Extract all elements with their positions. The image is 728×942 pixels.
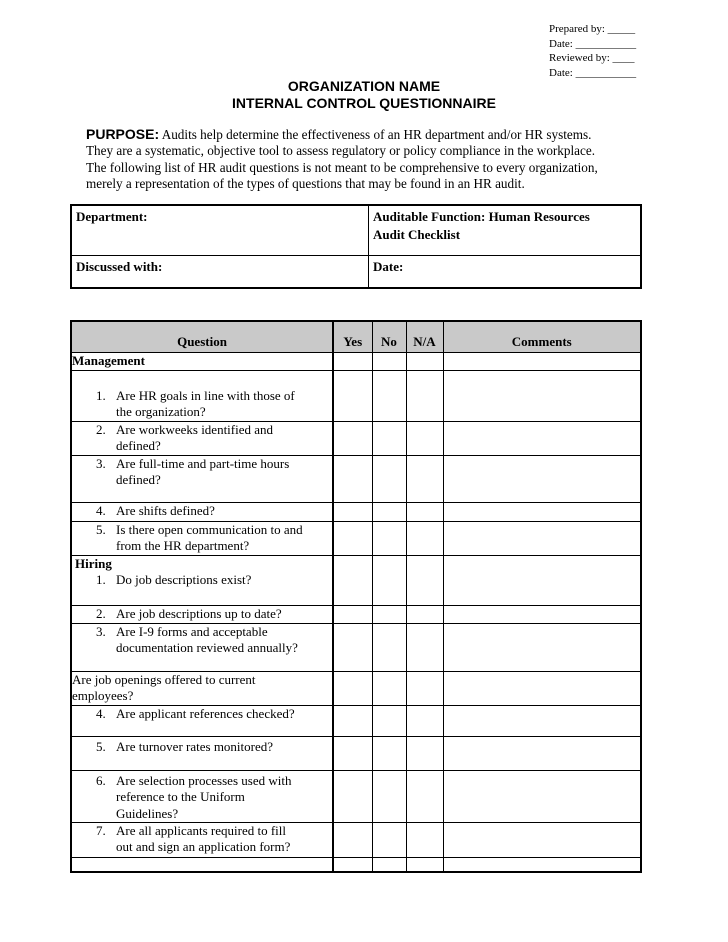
reviewed-by: Reviewed by: ____ bbox=[549, 52, 635, 64]
question-text: Are job descriptions up to date? bbox=[116, 605, 282, 621]
comment-cell[interactable] bbox=[443, 623, 641, 671]
item-number: 7. bbox=[96, 823, 106, 839]
no-cell[interactable] bbox=[372, 353, 406, 371]
no-cell[interactable] bbox=[372, 705, 406, 736]
question-text: Are shifts defined? bbox=[116, 502, 215, 518]
purpose-label: PURPOSE: bbox=[86, 126, 160, 142]
item-number: 5. bbox=[96, 521, 106, 537]
purpose-line-2: They are a systematic, objective tool to assess regulatory or policy compliance in the workplace. bbox=[86, 143, 596, 159]
doc-title: INTERNAL CONTROL QUESTIONNAIRE bbox=[232, 95, 496, 111]
yes-cell[interactable] bbox=[333, 371, 372, 422]
yes-cell[interactable] bbox=[333, 605, 372, 623]
na-cell[interactable] bbox=[406, 623, 443, 671]
question-row bbox=[71, 705, 333, 736]
header-yes: Yes bbox=[333, 321, 372, 353]
info-table bbox=[70, 204, 642, 289]
yes-cell[interactable] bbox=[333, 555, 372, 605]
yes-cell[interactable] bbox=[333, 455, 372, 502]
no-cell[interactable] bbox=[372, 521, 406, 555]
no-cell[interactable] bbox=[372, 502, 406, 521]
na-cell[interactable] bbox=[406, 671, 443, 705]
question-text: employees? bbox=[72, 688, 134, 704]
comment-cell[interactable] bbox=[443, 671, 641, 705]
no-cell[interactable] bbox=[372, 671, 406, 705]
item-number: 2. bbox=[96, 422, 106, 437]
item-number: 4. bbox=[96, 705, 106, 721]
function-line-2: Audit Checklist bbox=[373, 227, 461, 242]
na-cell[interactable] bbox=[406, 605, 443, 623]
comment-cell[interactable] bbox=[443, 353, 641, 371]
question-row bbox=[71, 623, 333, 671]
na-cell[interactable] bbox=[406, 422, 443, 456]
questionnaire-table bbox=[70, 320, 642, 873]
question-text: Do job descriptions exist? bbox=[116, 572, 252, 588]
section-management: Management bbox=[71, 353, 333, 371]
yes-cell[interactable] bbox=[333, 770, 372, 822]
question-text: Guidelines? bbox=[116, 805, 179, 821]
no-cell[interactable] bbox=[372, 823, 406, 858]
question-text: defined? bbox=[116, 438, 161, 454]
question-row bbox=[71, 736, 333, 770]
question-text: Is there open communication to and bbox=[116, 521, 303, 537]
na-cell[interactable] bbox=[406, 770, 443, 822]
yes-cell[interactable] bbox=[333, 623, 372, 671]
question-text: Are full-time and part-time hours bbox=[116, 455, 290, 471]
na-cell[interactable] bbox=[406, 521, 443, 555]
purpose-paragraph bbox=[86, 126, 646, 193]
question-text: documentation reviewed annually? bbox=[116, 640, 298, 656]
purpose-line-4: merely a representation of the types of questions that may be found in an HR audit. bbox=[86, 176, 525, 192]
yes-cell[interactable] bbox=[333, 521, 372, 555]
comment-cell[interactable] bbox=[443, 736, 641, 770]
question-row bbox=[71, 671, 333, 705]
na-cell[interactable] bbox=[406, 705, 443, 736]
yes-cell[interactable] bbox=[333, 502, 372, 521]
yes-cell[interactable] bbox=[333, 422, 372, 456]
prepared-by: Prepared by: _____ bbox=[549, 23, 636, 35]
date-line-1: Date: ___________ bbox=[549, 37, 637, 50]
item-number: 6. bbox=[96, 772, 106, 788]
na-cell[interactable] bbox=[406, 823, 443, 858]
question-text: Are applicant references checked? bbox=[116, 705, 295, 721]
discussed-with-field[interactable]: Discussed with: bbox=[71, 255, 369, 288]
na-cell[interactable] bbox=[406, 555, 443, 605]
header-comments: Comments bbox=[443, 321, 641, 353]
yes-cell[interactable] bbox=[333, 823, 372, 858]
no-cell[interactable] bbox=[372, 770, 406, 822]
yes-cell[interactable] bbox=[333, 705, 372, 736]
question-row bbox=[71, 770, 333, 822]
comment-cell[interactable] bbox=[443, 371, 641, 422]
date-field[interactable]: Date: bbox=[369, 255, 642, 288]
function-line-1: Auditable Function: Human Resources bbox=[373, 209, 590, 224]
question-text: from the HR department? bbox=[116, 538, 250, 554]
item-number: 3. bbox=[96, 623, 106, 639]
question-row bbox=[71, 605, 333, 623]
yes-cell[interactable] bbox=[333, 858, 372, 872]
purpose-line-3: The following list of HR audit questions is not meant to be comprehensive to every organization, bbox=[86, 159, 598, 175]
blank-row[interactable] bbox=[71, 858, 333, 872]
na-cell[interactable] bbox=[406, 455, 443, 502]
question-row bbox=[71, 455, 333, 502]
comment-cell[interactable] bbox=[443, 555, 641, 605]
no-cell[interactable] bbox=[372, 605, 406, 623]
question-text: Are HR goals in line with those of bbox=[116, 388, 295, 403]
item-number: 5. bbox=[96, 738, 106, 754]
comment-cell[interactable] bbox=[443, 858, 641, 872]
no-cell[interactable] bbox=[372, 736, 406, 770]
question-text: Are I-9 forms and acceptable bbox=[116, 623, 268, 639]
na-cell[interactable] bbox=[406, 502, 443, 521]
comment-cell[interactable] bbox=[443, 770, 641, 822]
question-text: Are workweeks identified and bbox=[116, 422, 274, 437]
comment-cell[interactable] bbox=[443, 823, 641, 858]
item-number: 4. bbox=[96, 502, 106, 518]
question-text: reference to the Uniform bbox=[116, 789, 245, 805]
item-number: 2. bbox=[96, 605, 106, 621]
header-no: No bbox=[372, 321, 406, 353]
purpose-line-1: Audits help determine the effectiveness of an HR department and/or HR systems. bbox=[159, 127, 592, 142]
no-cell[interactable] bbox=[372, 858, 406, 872]
yes-cell[interactable] bbox=[333, 353, 372, 371]
question-row bbox=[71, 422, 333, 456]
comment-cell[interactable] bbox=[443, 455, 641, 502]
no-cell[interactable] bbox=[372, 623, 406, 671]
review-block bbox=[549, 22, 636, 80]
comment-cell[interactable] bbox=[443, 502, 641, 521]
na-cell[interactable] bbox=[406, 858, 443, 872]
question-row bbox=[71, 555, 333, 605]
date-line-2: Date: ___________ bbox=[549, 66, 637, 79]
question-row bbox=[71, 521, 333, 555]
item-number: 1. bbox=[96, 572, 106, 588]
comment-cell[interactable] bbox=[443, 605, 641, 623]
yes-cell[interactable] bbox=[333, 671, 372, 705]
no-cell[interactable] bbox=[372, 371, 406, 422]
question-row bbox=[71, 502, 333, 521]
header-question: Question bbox=[71, 321, 333, 353]
item-number: 1. bbox=[96, 388, 106, 403]
yes-cell[interactable] bbox=[333, 736, 372, 770]
question-text: the organization? bbox=[116, 404, 206, 420]
item-number: 3. bbox=[96, 455, 106, 471]
question-text: defined? bbox=[116, 472, 161, 488]
question-text: out and sign an application form? bbox=[116, 839, 291, 855]
question-text: Are selection processes used with bbox=[116, 772, 292, 788]
question-text: Are turnover rates monitored? bbox=[116, 738, 274, 754]
auditable-function bbox=[369, 205, 642, 255]
na-cell[interactable] bbox=[406, 353, 443, 371]
question-row bbox=[71, 823, 333, 858]
no-cell[interactable] bbox=[372, 555, 406, 605]
comment-cell[interactable] bbox=[443, 705, 641, 736]
na-cell[interactable] bbox=[406, 736, 443, 770]
header-na: N/A bbox=[406, 321, 443, 353]
no-cell[interactable] bbox=[372, 455, 406, 502]
question-text: Are job openings offered to current bbox=[72, 671, 256, 687]
section-hiring: Hiring bbox=[75, 555, 112, 571]
comment-cell[interactable] bbox=[443, 422, 641, 456]
na-cell[interactable] bbox=[406, 371, 443, 422]
department-field[interactable]: Department: bbox=[71, 205, 369, 255]
org-name: ORGANIZATION NAME bbox=[287, 78, 441, 94]
question-text: Are all applicants required to fill bbox=[116, 823, 287, 839]
no-cell[interactable] bbox=[372, 422, 406, 456]
comment-cell[interactable] bbox=[443, 521, 641, 555]
question-row bbox=[71, 371, 333, 422]
